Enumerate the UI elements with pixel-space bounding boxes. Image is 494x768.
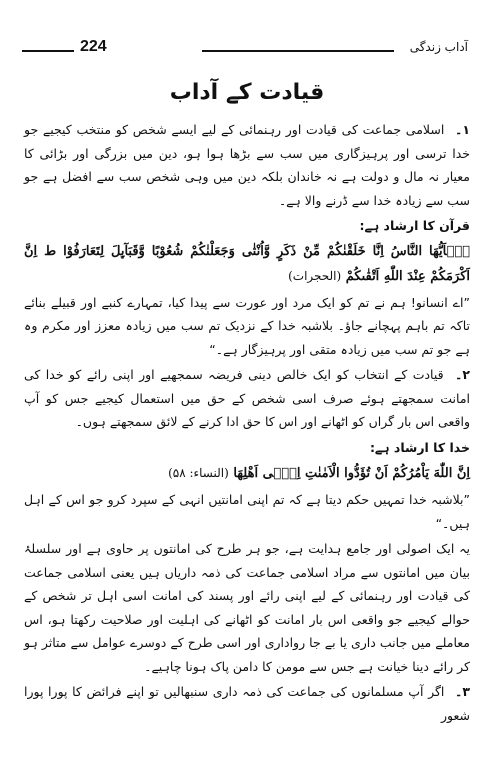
quran-verse-1 (24, 240, 470, 289)
quran-intro-2: خدا کا ارشاد ہے: (369, 439, 470, 455)
running-head: آداب زندگی (409, 40, 468, 54)
paragraph-1 (24, 118, 470, 212)
verse-reference: (الحجرات) (288, 268, 342, 283)
translation-1: ”اے انسانو! ہم نے تم کو ایک مرد اور عورت سے پیدا کیا، تمہارے کنبے اور قبیلے بنائے تاکہ تم باہم پہچانے جاؤ۔ بلاشبہ خدا کے نزدیک تم سب میں زیادہ معزز اور مکرم وہ ہے جو تم سب میں زیادہ متقی اور پرہیزگار ہے۔“ (24, 294, 470, 357)
paragraph-3: یہ ایک اصولی اور جامع ہدایت ہے، جو ہر طرح کی امانتوں پر حاوی ہے اور سلسلۂ بیان میں امانتوں سے مراد اسلامی جماعت کی ذمہ داریاں ہیں یعنی اسلامی جماعت کی قیادت اور رہنمائی کے لیے اپنی رائے اور پسند کی امانت اسی اہل تر شخص کے حوالے کیجیے جو واقعی اس بار امانت کو اٹھانے کی اہلیت اور صلاحیت رکھتا ہو، اس معاملے میں جانب داری یا بے جا رواداری اور اسی طرح کے دوسرے عوامل سے متاثر ہو کر رائے دینا خیانت ہے جس سے مومن کا دامن پاک ہونا چاہیے۔ (24, 541, 470, 674)
paragraph-number: ۲۔ (455, 367, 470, 382)
paragraph-text: اسلامی جماعت کی قیادت اور رہنمائی کے لیے ایسے شخص کو منتخب کیجیے جو خدا ترسی اور پرہیزگاری میں سب سے بڑھا ہوا ہو، دین میں بزرگی اور بڑائی کا معیار نہ مال و دولت ہے نہ خاندان بلکہ دین میں وہی شخص سب سے افضل ہے جو سب سے زیادہ خدا سے ڈرنے والا ہے۔ (24, 122, 470, 208)
verse-text: یٰۤاَیُّهَا النَّاسُ اِنَّا خَلَقْنٰكُمْ مِّنْ ذَكَرٍ وَّاُنْثٰى وَجَعَلْنٰكُمْ شُعُوْبًا وَّقَبَآىِٕلَ لِتَعَارَفُوْا ط اِنَّ اَكْرَمَكُمْ عِنْدَ اللّٰهِ اَتْقٰىكُمْ (24, 243, 470, 284)
verse-text: اِنَّ اللّٰهَ یَاْمُرُكُمْ اَنْ تُؤَدُّوا الْاَمٰنٰتِ اِلٰۤى اَهْلِهَا (233, 466, 470, 481)
quran-intro-1: قرآن کا ارشاد ہے: (359, 218, 470, 233)
paragraph-number: ۱۔ (455, 122, 470, 137)
paragraph-text: اگر آپ مسلمانوں کی جماعت کی ذمہ داری سنبھالیں تو اپنے فرائض کا پورا پورا شعور (24, 684, 470, 723)
paragraph-2 (24, 363, 470, 434)
quran-verse-2 (24, 461, 470, 486)
paragraph-number: ۳۔ (455, 684, 470, 699)
body-text (24, 118, 470, 729)
chapter-title: قیادت کے آداب (169, 80, 325, 105)
page-number: 224 (80, 38, 107, 55)
header-rule-right (202, 50, 394, 52)
header-rule-left (22, 50, 74, 52)
paragraph-4 (24, 680, 470, 727)
page-header (22, 38, 468, 62)
paragraph-text: قیادت کے انتخاب کو ایک خالص دینی فریضہ سمجھیے اور اپنی رائے کو خدا کی امانت سمجھتے ہوئے صرف اسی شخص کے حق میں استعمال کیجیے جس کو آپ واقعی اس بار گراں کو اٹھانے اور اس کا حق ادا کرنے کے لائق سمجھتے ہوں۔ (24, 367, 470, 429)
translation-2: ”بلاشبہ خدا تمہیں حکم دیتا ہے کہ تم اپنی امانتیں انہی کے سپرد کرو جو اس کے اہل ہیں۔“ (24, 492, 470, 531)
verse-reference: (النساء: ۵۸) (168, 466, 229, 480)
